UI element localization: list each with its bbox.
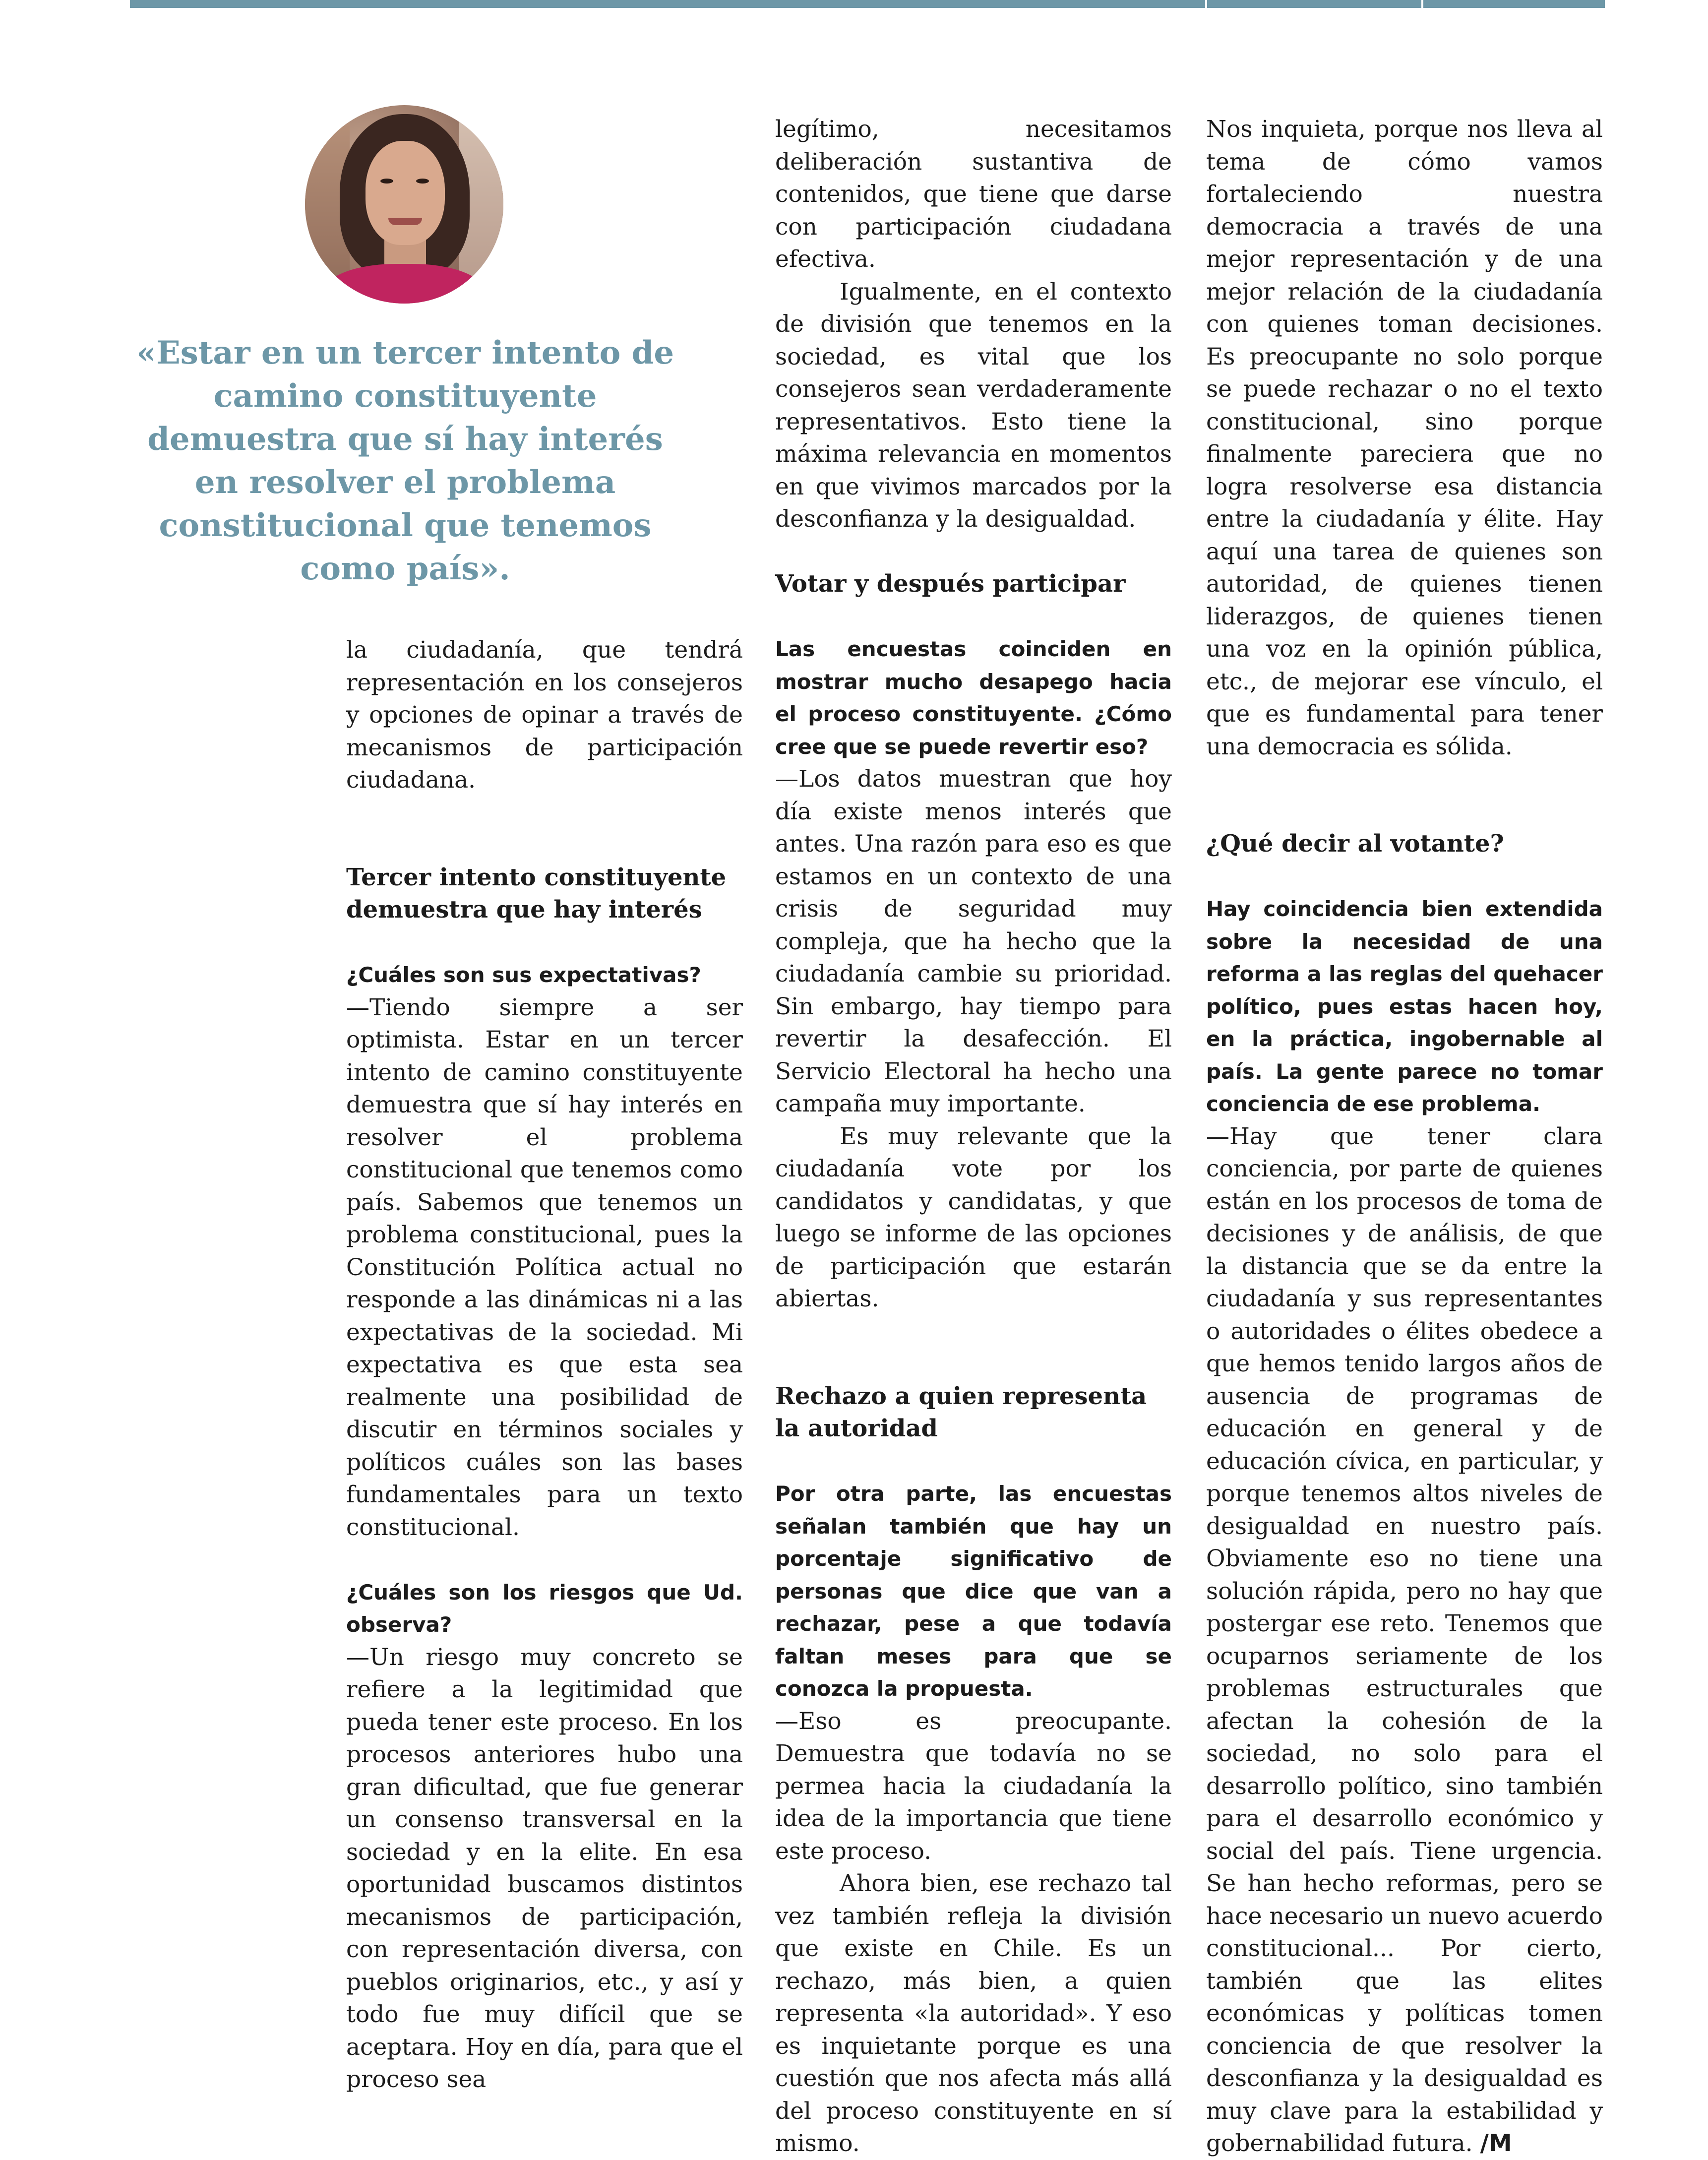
top-rule (130, 0, 1605, 8)
section-heading: Rechazo a quien representa la autoridad (775, 1382, 1147, 1442)
interview-question: Hay coincidencia bien extendida sobre la necesidad de una reforma a las reglas del quehacer político, pues estas hacen hoy, en la práctica, ingobernable al país. La gente parece no tomar conciencia de ese problema. (1206, 897, 1603, 1116)
section-heading: Tercer intento constituyente demuestra que hay interés (346, 863, 727, 924)
interview-answer: —Un riesgo muy concreto se refiere a la legitimidad que pueda tener este proceso. En los procesos anteriores hubo una gran dificultad, que fue generar un consenso transversal en la sociedad y en la elite. En esa oportunidad buscamos distintos mecanismos de participación, con representación diversa, con pueblos originarios, etc., y así y todo fue muy difícil que se aceptara. Hoy en día, para que el proceso sea (346, 1643, 743, 2093)
pull-quote: «Estar en un tercer intento de camino constituyente demuestra que sí hay interés en resolver el problema constitucional que tenemos como país». (136, 334, 674, 587)
column-1 (346, 634, 743, 2096)
paragraph: Nos inquieta, porque nos lleva al tema de cómo vamos fortaleciendo nuestra democracia a través de una mejor representación y de una mejor relación de la ciudadanía con quienes toman decisiones. Es preocupante no solo porque se puede rechazar o no el texto constitucional, sino porque finalmente pareciera que no logra resolverse esa distancia entre la ciudadanía y élite. Hay aquí una tarea de quienes son autoridad, de quienes tienen liderazgos, de quienes tienen una voz en la opinión pública, etc., de mejorar ese vínculo, el que es fundamental para tener una democracia es sólida. (1206, 116, 1603, 760)
interview-answer: —Los datos muestran que hoy día existe menos interés que antes. Una razón para eso es que estamos en un contexto de una crisis de seguridad muy compleja, que ha hecho que la ciudadanía cambie su prioridad. Sin embargo, hay tiempo para revertir la desafección. El Servicio Electoral ha hecho una campaña muy importante. (775, 765, 1172, 1117)
interview-answer (1206, 1120, 1603, 2160)
interviewee-portrait (305, 105, 503, 304)
interview-question: ¿Cuáles son los riesgos que Ud. observa? (346, 1580, 743, 1637)
top-rule-tick (1421, 0, 1423, 8)
interview-answer: —Eso es preocupante. Demuestra que todavía no se permea hacia la ciudadanía la idea de la importancia que tiene este proceso. (775, 1707, 1172, 1865)
column-2 (775, 113, 1172, 2160)
end-signature: /M (1480, 2130, 1512, 2157)
paragraph: la ciudadanía, que tendrá representación en los consejeros y opciones de opinar a través de mecanismos de participación ciudadana. (346, 636, 743, 794)
top-rule-tick (1205, 0, 1207, 8)
interview-question: ¿Cuáles son sus expectativas? (346, 963, 701, 987)
section-heading: ¿Qué decir al votante? (1206, 830, 1504, 858)
interview-answer: —Tiendo siempre a ser optimista. Estar en un tercer intento de camino constituyente demuestra que sí hay interés en resolver el problema constitucional que tenemos como país. Sabemos que tenemos un problema constitucional, pues la Constitución Política actual no responde a las dinámicas ni a las expectativas de la sociedad. Mi expectativa es que esta sea realmente una posibilidad de discutir en términos sociales y políticos cuáles son las bases fundamentales para un texto constitucional. (346, 993, 743, 1541)
paragraph: Es muy relevante que la ciudadanía vote por los candidatos y candidatas, y que luego se informe de las opciones de participación que estarán abiertas. (775, 1122, 1172, 1312)
column-3 (1206, 113, 1603, 2160)
paragraph: legítimo, necesitamos deliberación sustantiva de contenidos, que tiene que darse con participación ciudadana efectiva. (775, 116, 1172, 273)
interview-question: Por otra parte, las encuestas señalan también que hay un porcentaje significativo de personas que dice que van a rechazar, pese a que todavía faltan meses para que se conozca la propuesta. (775, 1481, 1172, 1701)
paragraph: Ahora bien, ese rechazo tal vez también refleja la división que existe en Chile. Es un rechazo, más bien, a quien representa «la autoridad». Y eso es inquietante porque es una cuestión que nos afecta más allá del proceso constituyente en sí mismo. (775, 1870, 1172, 2157)
paragraph: Igualmente, en el contexto de división que tenemos en la sociedad, es vital que los consejeros sean verdaderamente representativos. Esto tiene la máxima relevancia en momentos en que vivimos marcados por la desconfianza y la desigualdad. (775, 278, 1172, 533)
section-heading: Votar y después participar (775, 570, 1126, 598)
interview-question: Las encuestas coinciden en mostrar mucho desapego hacia el proceso constituyente. ¿Cómo cree que se puede revertir eso? (775, 637, 1172, 759)
answer-text: —Hay que tener clara conciencia, por parte de quienes están en los procesos de toma de decisiones y de análisis, de que la distancia que se da entre la ciudadanía y sus representantes o autoridades o élites obedece a que hemos tenido largos años de ausencia de programas de educación en general y de educación cívica, en particular, y porque tenemos altos niveles de desigualdad en nuestro país. Obviamente eso no tiene una solución rápida, pero no hay que postergar ese reto. Tenemos que ocuparnos seriamente de los problemas estructurales que afectan la cohesión de la sociedad, no solo para el desarrollo político, sino también para el desarrollo económico y social del país. Tiene urgencia. Se han hecho reformas, pero se hace necesario un nuevo acuerdo constitucional... Por cierto, también que las elites económicas y políticas tomen conciencia de que resolver la desconfianza y la desigualdad es muy clave para la estabilidad y gobernabilidad futura. (1206, 1122, 1603, 2157)
